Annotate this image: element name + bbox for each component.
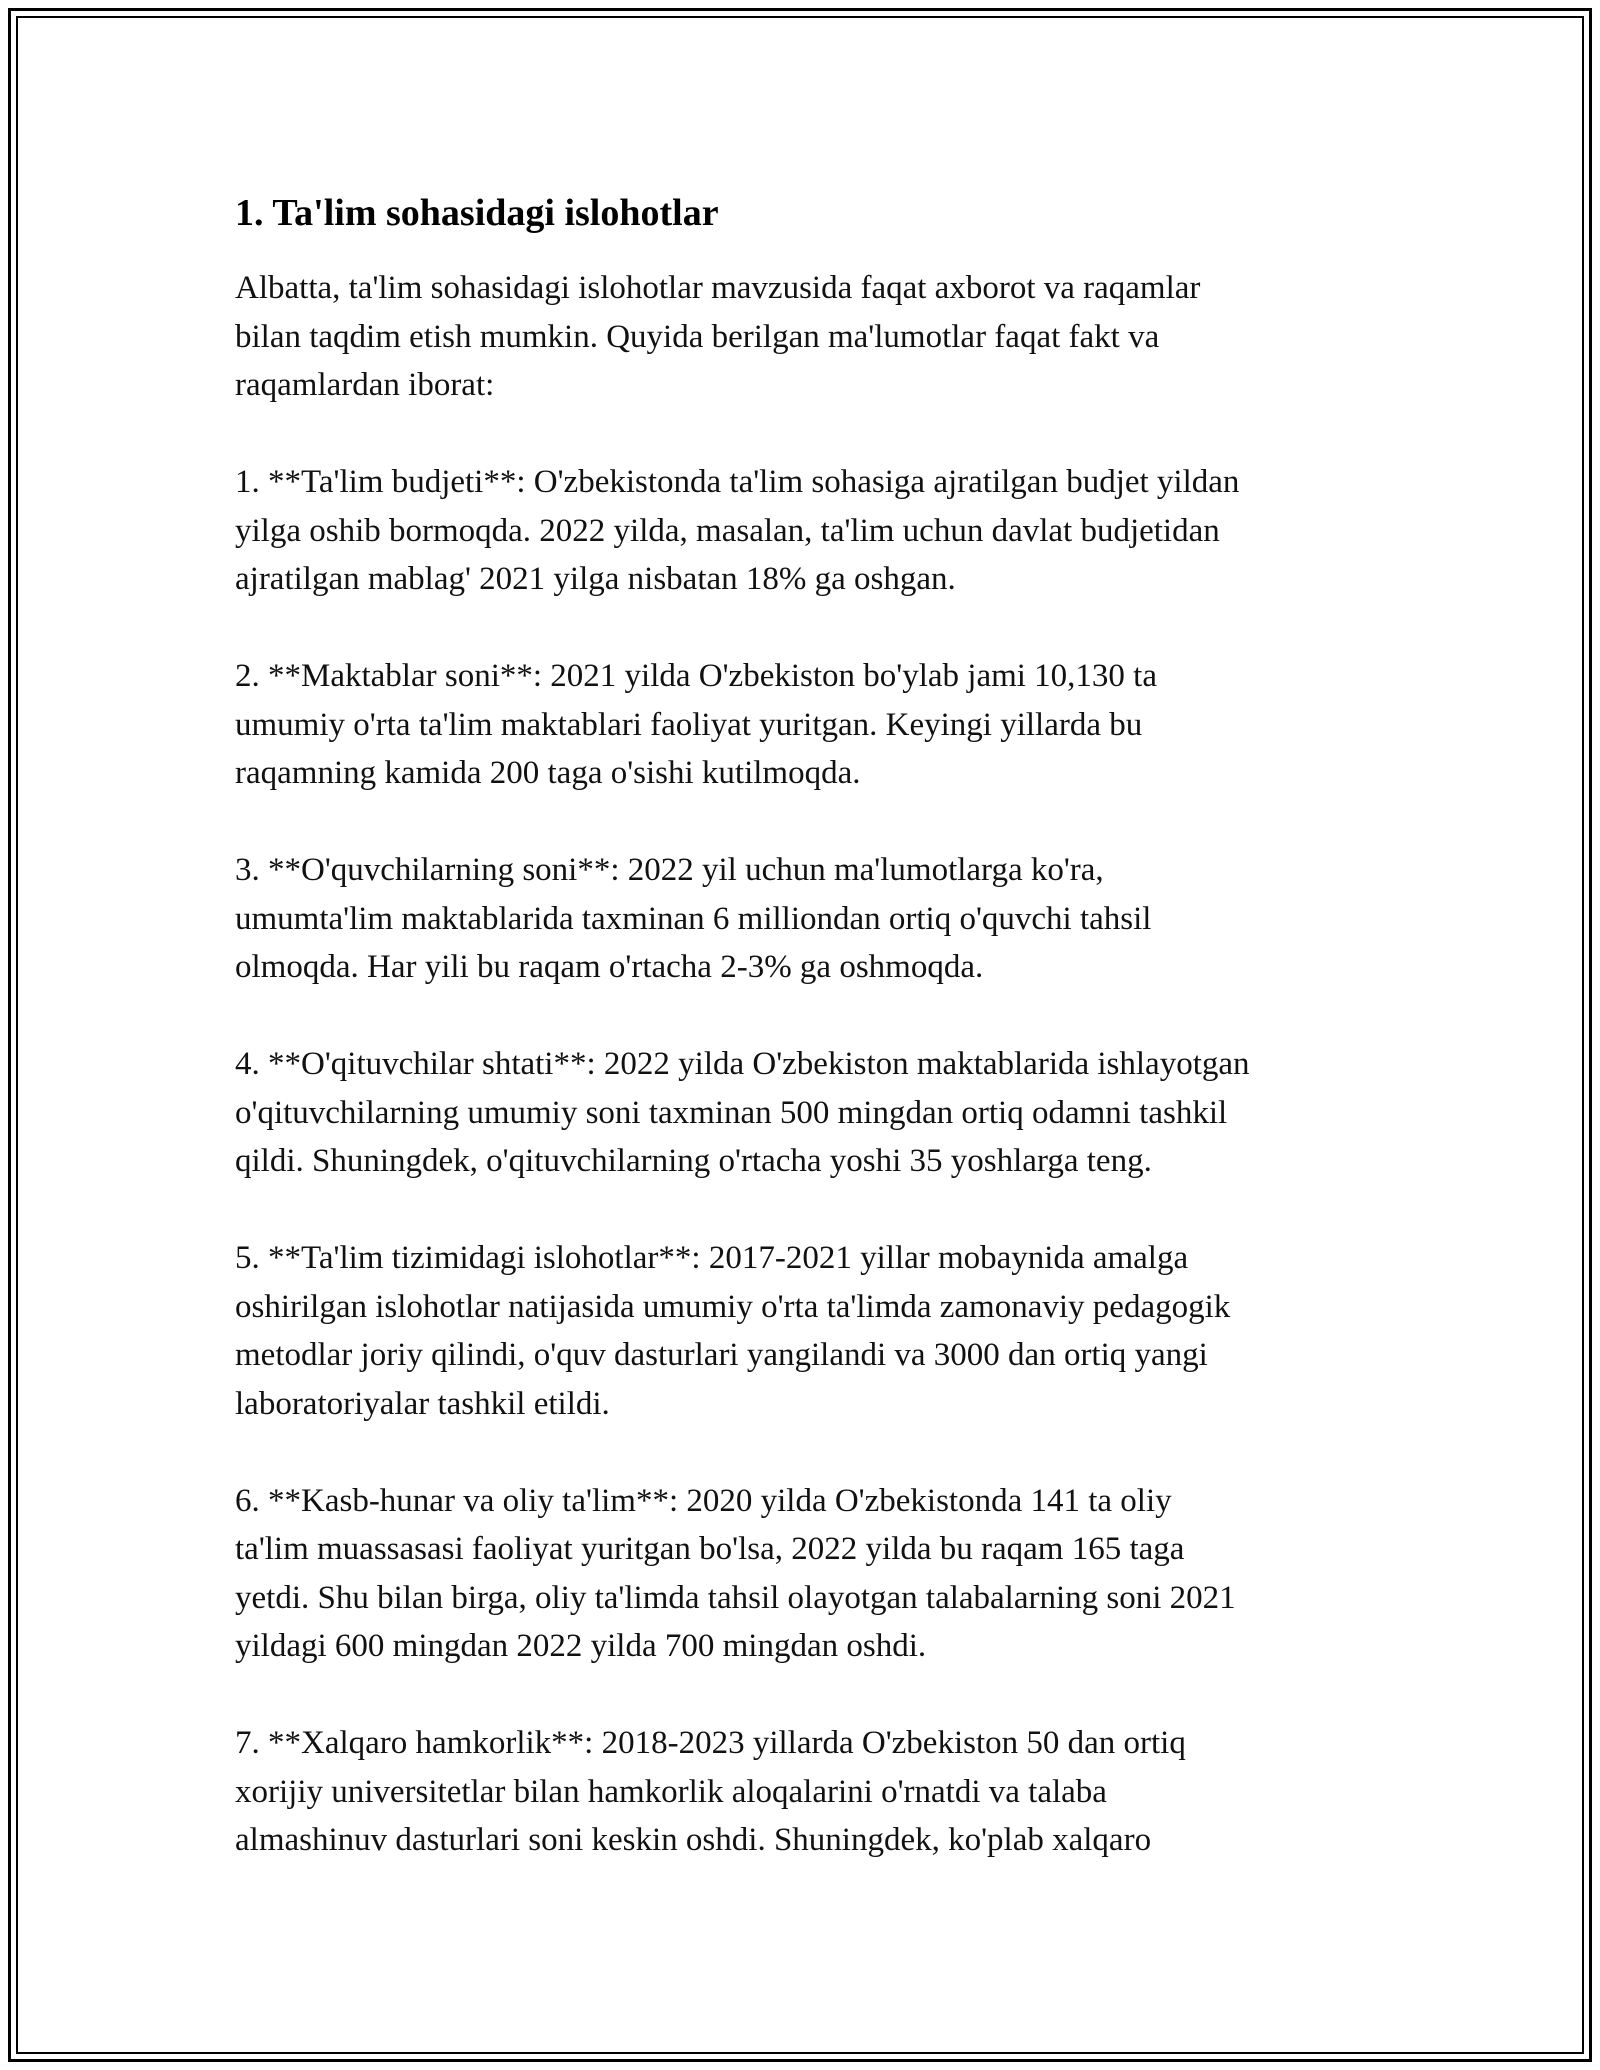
- text-line: almashinuv dasturlari soni keskin oshdi. Shuningdek, ko'plab xalqaro: [235, 1822, 1152, 1858]
- list-item-budget: [235, 458, 1375, 604]
- list-item-students: [235, 846, 1375, 992]
- text-line: 3. **O'quvchilarning soni**: 2022 yil uchun ma'lumotlarga ko'ra,: [235, 852, 1104, 888]
- text-line: qildi. Shuningdek, o'qituvchilarning o'rtacha yoshi 35 yoshlarga teng.: [235, 1143, 1152, 1179]
- text-line: metodlar joriy qilindi, o'quv dasturlari yangilandi va 3000 dan ortiq yangi: [235, 1337, 1208, 1373]
- text-line: xorijiy universitetlar bilan hamkorlik aloqalarini o'rnatdi va talaba: [235, 1773, 1107, 1810]
- text-line: umumiy o'rta ta'lim maktablari faoliyat yuritgan. Keyingi yillarda bu: [235, 706, 1143, 743]
- text-line: 1. **Ta'lim budjeti**: O'zbekistonda ta'lim sohasiga ajratilgan budjet yildan: [235, 464, 1240, 500]
- text-line: 2. **Maktablar soni**: 2021 yilda O'zbekiston bo'ylab jami 10,130 ta: [235, 658, 1158, 694]
- text-line: oshirilgan islohotlar natijasida umumiy o'rta ta'limda zamonaviy pedagogik: [235, 1288, 1231, 1325]
- list-item-schools: [235, 652, 1375, 798]
- document-body: [235, 188, 1375, 1913]
- text-line: laboratoriyalar tashkil etildi.: [235, 1385, 610, 1422]
- text-line: raqamlardan iborat:: [235, 367, 495, 403]
- text-line: raqamning kamida 200 taga o'sishi kutilmoqda.: [235, 755, 861, 791]
- text-line: Albatta, ta'lim sohasidagi islohotlar mavzusida faqat axborot va raqamlar: [235, 270, 1201, 306]
- text-line: ajratilgan mablag' 2021 yilga nisbatan 18% ga oshgan.: [235, 561, 956, 597]
- text-line: yetdi. Shu bilan birga, oliy ta'limda tahsil olayotgan talabalarning soni 2021: [235, 1579, 1236, 1616]
- list-item-international: [235, 1719, 1375, 1865]
- text-line: yildagi 600 mingdan 2022 yilda 700 mingdan oshdi.: [235, 1628, 927, 1664]
- list-item-teachers: [235, 1040, 1375, 1186]
- text-line: bilan taqdim etish mumkin. Quyida berilgan ma'lumotlar faqat fakt va: [235, 318, 1160, 355]
- text-line: o'qituvchilarning umumiy soni taxminan 500 mingdan ortiq odamni tashkil: [235, 1094, 1228, 1131]
- list-item-higher-education: [235, 1477, 1375, 1671]
- text-line: yilga oshib bormoqda. 2022 yilda, masalan, ta'lim uchun davlat budjetidan: [235, 512, 1220, 549]
- text-line: umumta'lim maktablarida taxminan 6 milliondan ortiq o'quvchi tahsil: [235, 900, 1152, 937]
- page-title: 1. Ta'lim sohasidagi islohotlar: [235, 192, 719, 234]
- text-line: 4. **O'qituvchilar shtati**: 2022 yilda O'zbekiston maktablarida ishlayotgan: [235, 1046, 1250, 1082]
- text-line: 6. **Kasb-hunar va oliy ta'lim**: 2020 yilda O'zbekistonda 141 ta oliy: [235, 1482, 1172, 1519]
- text-line: ta'lim muassasasi faoliyat yuritgan bo'lsa, 2022 yilda bu raqam 165 taga: [235, 1531, 1185, 1567]
- text-line: 5. **Ta'lim tizimidagi islohotlar**: 2017-2021 yillar mobaynida amalga: [235, 1240, 1189, 1276]
- list-item-reforms: [235, 1234, 1375, 1428]
- intro-paragraph: [235, 264, 1375, 410]
- text-line: olmoqda. Har yili bu raqam o'rtacha 2-3% ga oshmoqda.: [235, 949, 984, 985]
- text-line: 7. **Xalqaro hamkorlik**: 2018-2023 yillarda O'zbekiston 50 dan ortiq: [235, 1725, 1186, 1761]
